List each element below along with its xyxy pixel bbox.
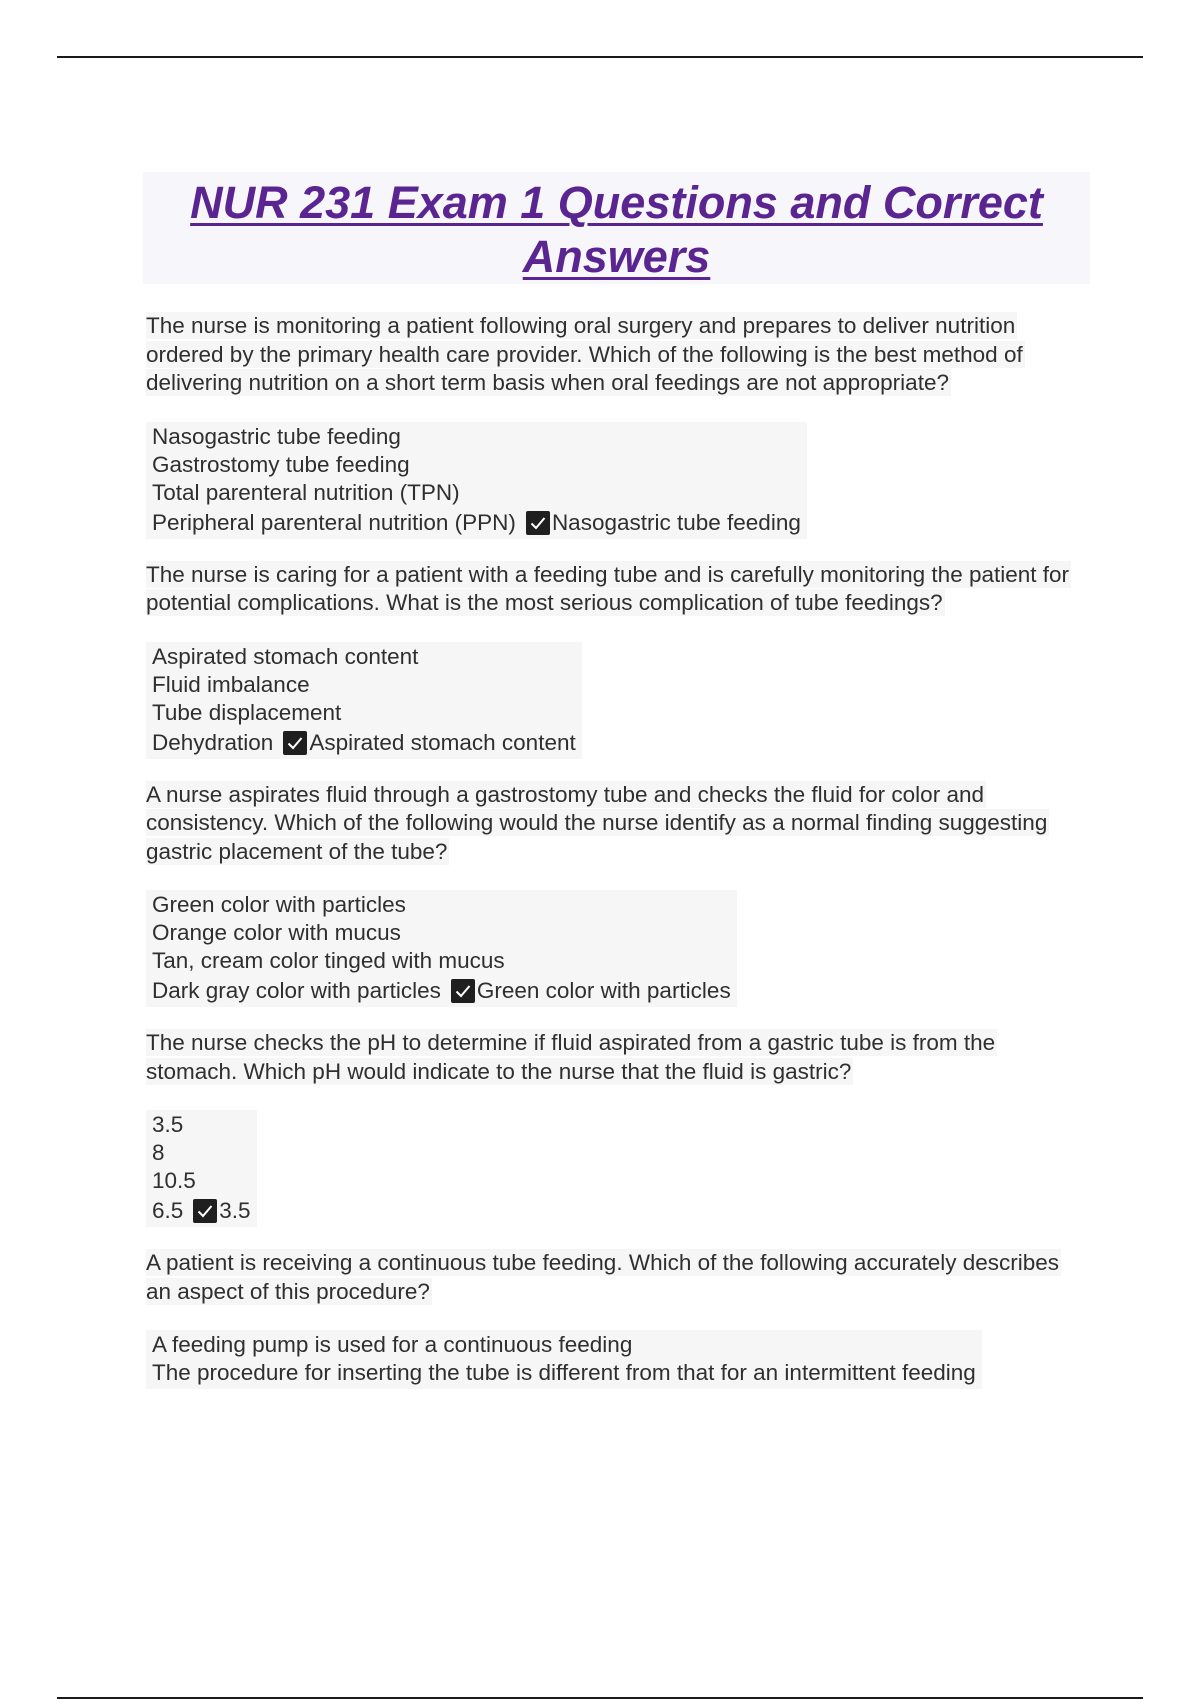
question-list xyxy=(146,312,1086,1411)
option: Orange color with mucus xyxy=(152,920,401,945)
options-list xyxy=(146,1330,982,1389)
checkbox-checked-icon xyxy=(283,731,307,755)
option-with-answer xyxy=(152,1197,251,1225)
correct-answer: Nasogastric tube feeding xyxy=(551,509,801,535)
option: Total parenteral nutrition (TPN) xyxy=(152,479,460,505)
page-title: NUR 231 Exam 1 Questions and Correct Answers xyxy=(190,177,1043,282)
option: Dark gray color with particles xyxy=(152,978,441,1003)
question-block xyxy=(146,781,1086,867)
option: Aspirated stomach content xyxy=(152,643,419,669)
option: Green color with particles xyxy=(152,892,406,917)
option: Fluid imbalance xyxy=(152,671,310,697)
option-with-answer xyxy=(152,729,576,757)
option: 3.5 xyxy=(152,1112,184,1137)
option: Dehydration xyxy=(152,729,274,755)
checkbox-checked-icon xyxy=(526,511,550,535)
correct-answer: 3.5 xyxy=(219,1198,251,1223)
question-text: A patient is receiving a continuous tube feeding. Which of the following accurately describes an aspect of this procedure? xyxy=(146,1250,1060,1304)
option: Gastrostomy tube feeding xyxy=(152,451,410,477)
options-list xyxy=(146,422,807,539)
option: The procedure for inserting the tube is different from that for an intermittent feeding xyxy=(152,1360,976,1385)
option: 8 xyxy=(152,1140,165,1165)
question-block xyxy=(146,312,1086,398)
question-block xyxy=(146,561,1086,618)
option: 10.5 xyxy=(152,1168,196,1193)
option: Nasogastric tube feeding xyxy=(152,423,401,449)
question-text: The nurse checks the pH to determine if fluid aspirated from a gastric tube is from the stomach. Which pH would indicate to the nurse that the fluid is gastric? xyxy=(146,1030,996,1084)
correct-answer: Green color with particles xyxy=(476,978,731,1003)
top-rule xyxy=(57,56,1143,58)
option: 6.5 xyxy=(152,1198,184,1223)
correct-answer: Aspirated stomach content xyxy=(309,729,576,755)
question-text: A nurse aspirates fluid through a gastrostomy tube and checks the fluid for color and consistency. Which of the following would the nurse identify as a normal finding suggesting gastric placement of the tube? xyxy=(146,781,1048,864)
title-box xyxy=(143,172,1090,284)
option: A feeding pump is used for a continuous feeding xyxy=(152,1332,633,1357)
bottom-rule xyxy=(57,1697,1143,1699)
option-with-answer xyxy=(152,977,731,1005)
options-list xyxy=(146,890,737,1007)
question-block xyxy=(146,1029,1086,1086)
question-block xyxy=(146,1249,1086,1306)
options-list xyxy=(146,1110,257,1227)
option: Tube displacement xyxy=(152,699,342,725)
checkbox-checked-icon xyxy=(451,979,475,1003)
question-text: The nurse is monitoring a patient following oral surgery and prepares to deliver nutrition ordered by the primary health care provider. Which of the following is the best method of delivering nutrition on a short term basis when oral feedings are not appropriate? xyxy=(146,313,1023,395)
question-text: The nurse is caring for a patient with a feeding tube and is carefully monitoring the patient for potential complications. What is the most serious complication of tube feedings? xyxy=(146,561,1070,615)
checkbox-checked-icon xyxy=(193,1199,217,1223)
option-with-answer xyxy=(152,509,801,537)
option: Tan, cream color tinged with mucus xyxy=(152,948,505,973)
option: Peripheral parenteral nutrition (PPN) xyxy=(152,509,516,535)
options-list xyxy=(146,642,582,759)
